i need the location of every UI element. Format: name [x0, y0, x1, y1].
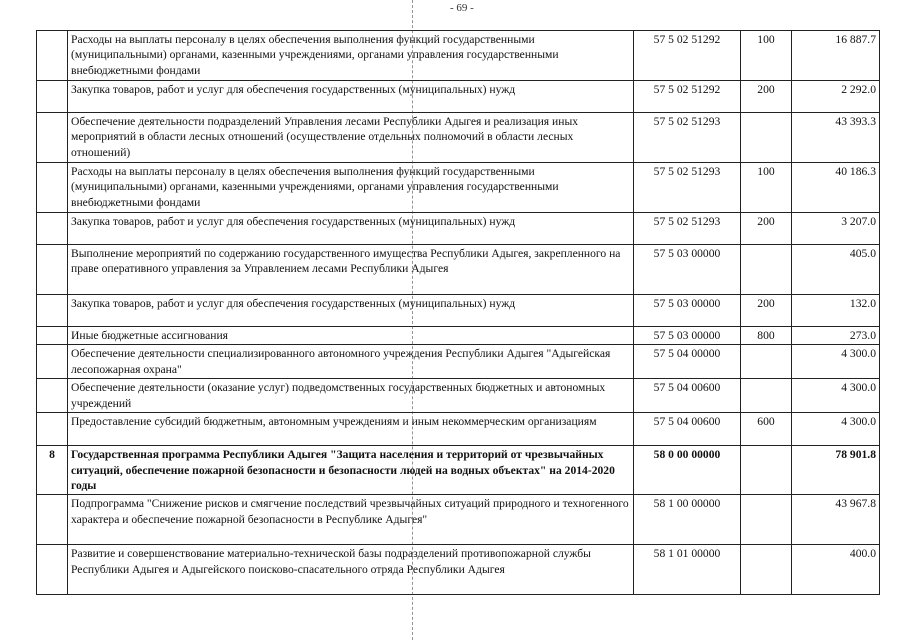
row-number-cell — [37, 545, 68, 595]
row-expense-type-cell: 600 — [741, 413, 792, 446]
row-name-cell: Расходы на выплаты персоналу в целях обеспечения выполнения функций государственными (муниципальными) органами, казенными учреждениями, органами управления государственными внебюджетными фондами — [68, 163, 634, 213]
row-amount-cell: 4 300.0 — [792, 379, 880, 413]
table-row — [37, 495, 880, 545]
row-number-cell — [37, 81, 68, 113]
row-amount-cell: 16 887.7 — [792, 31, 880, 81]
row-name-cell: Обеспечение деятельности специализированного автономного учреждения Республики Адыгея "Адыгейская лесопожарная охрана" — [68, 345, 634, 379]
row-number-cell — [37, 495, 68, 545]
table-row — [37, 446, 880, 495]
row-name-cell: Выполнение мероприятий по содержанию государственного имущества Республики Адыгея, закрепленного на праве оперативного управления за Управлением лесами Республики Адыгея — [68, 245, 634, 295]
table-row — [37, 295, 880, 327]
row-code-cell: 57 5 04 00600 — [634, 379, 741, 413]
row-expense-type-cell: 200 — [741, 213, 792, 245]
row-name-cell: Расходы на выплаты персоналу в целях обеспечения выполнения функций государственными (муниципальными) органами, казенными учреждениями, органами управления государственными внебюджетными фондами — [68, 31, 634, 81]
page-number: - 69 - — [450, 2, 474, 14]
row-expense-type-cell — [741, 446, 792, 495]
row-name-cell: Подпрограмма "Снижение рисков и смягчение последствий чрезвычайных ситуаций природного и техногенного характера и обеспечение пожарной безопасности в Республике Адыгея" — [68, 495, 634, 545]
row-amount-cell: 78 901.8 — [792, 446, 880, 495]
row-expense-type-cell: 100 — [741, 31, 792, 81]
row-code-cell: 58 0 00 00000 — [634, 446, 741, 495]
row-name-cell: Иные бюджетные ассигнования — [68, 327, 634, 345]
row-number-cell — [37, 379, 68, 413]
row-expense-type-cell — [741, 545, 792, 595]
row-expense-type-cell: 200 — [741, 81, 792, 113]
budget-table-body — [37, 31, 880, 595]
row-code-cell: 57 5 02 51292 — [634, 81, 741, 113]
row-number-cell — [37, 345, 68, 379]
row-number-cell — [37, 245, 68, 295]
table-row — [37, 545, 880, 595]
row-amount-cell: 400.0 — [792, 545, 880, 595]
row-number-cell — [37, 213, 68, 245]
row-code-cell: 57 5 02 51292 — [634, 31, 741, 81]
row-name-cell: Обеспечение деятельности подразделений Управления лесами Республики Адыгея и реализация иных мероприятий в области лесных отношений (осуществление отдельных полномочий в области лесных отношений) — [68, 113, 634, 163]
table-row — [37, 245, 880, 295]
row-number-cell — [37, 113, 68, 163]
row-code-cell: 57 5 02 51293 — [634, 163, 741, 213]
row-amount-cell: 43 967.8 — [792, 495, 880, 545]
table-row — [37, 327, 880, 345]
row-name-cell: Закупка товаров, работ и услуг для обеспечения государственных (муниципальных) нужд — [68, 213, 634, 245]
row-name-cell: Закупка товаров, работ и услуг для обеспечения государственных (муниципальных) нужд — [68, 81, 634, 113]
row-number-cell — [37, 295, 68, 327]
row-code-cell: 57 5 02 51293 — [634, 113, 741, 163]
table-row — [37, 413, 880, 446]
row-code-cell: 58 1 00 00000 — [634, 495, 741, 545]
row-code-cell: 57 5 03 00000 — [634, 245, 741, 295]
table-row — [37, 345, 880, 379]
row-name-cell: Закупка товаров, работ и услуг для обеспечения государственных (муниципальных) нужд — [68, 295, 634, 327]
row-expense-type-cell — [741, 345, 792, 379]
row-code-cell: 57 5 04 00000 — [634, 345, 741, 379]
row-code-cell: 57 5 02 51293 — [634, 213, 741, 245]
row-amount-cell: 405.0 — [792, 245, 880, 295]
row-number-cell — [37, 163, 68, 213]
row-amount-cell: 43 393.3 — [792, 113, 880, 163]
table-row — [37, 31, 880, 81]
row-amount-cell: 3 207.0 — [792, 213, 880, 245]
row-code-cell: 57 5 04 00600 — [634, 413, 741, 446]
fold-line — [412, 0, 413, 640]
row-number-cell — [37, 327, 68, 345]
row-name-cell: Предоставление субсидий бюджетным, автономным учреждениям и иным некоммерческим организациям — [68, 413, 634, 446]
row-code-cell: 57 5 03 00000 — [634, 327, 741, 345]
row-number-cell — [37, 31, 68, 81]
row-name-cell: Государственная программа Республики Адыгея "Защита населения и территорий от чрезвычайных ситуаций, обеспечение пожарной безопасности и безопасности людей на водных объектах" на 2014-2020 годы — [68, 446, 634, 495]
row-expense-type-cell — [741, 495, 792, 545]
row-expense-type-cell: 200 — [741, 295, 792, 327]
table-row — [37, 81, 880, 113]
row-code-cell: 57 5 03 00000 — [634, 295, 741, 327]
row-amount-cell: 4 300.0 — [792, 413, 880, 446]
row-expense-type-cell: 800 — [741, 327, 792, 345]
row-expense-type-cell — [741, 113, 792, 163]
row-expense-type-cell — [741, 245, 792, 295]
row-number-cell: 8 — [37, 446, 68, 495]
table-row — [37, 213, 880, 245]
table-row — [37, 379, 880, 413]
row-amount-cell: 273.0 — [792, 327, 880, 345]
row-name-cell: Развитие и совершенствование материально-технической базы подразделений противопожарной службы Республики Адыгея и Адыгейского поисково-спасательного отряда Республики Адыгея — [68, 545, 634, 595]
row-amount-cell: 132.0 — [792, 295, 880, 327]
budget-table — [36, 30, 880, 595]
row-expense-type-cell: 100 — [741, 163, 792, 213]
row-expense-type-cell — [741, 379, 792, 413]
row-code-cell: 58 1 01 00000 — [634, 545, 741, 595]
row-name-cell: Обеспечение деятельности (оказание услуг) подведомственных государственных бюджетных и автономных учреждений — [68, 379, 634, 413]
row-amount-cell: 2 292.0 — [792, 81, 880, 113]
row-amount-cell: 4 300.0 — [792, 345, 880, 379]
row-number-cell — [37, 413, 68, 446]
table-row — [37, 113, 880, 163]
table-row — [37, 163, 880, 213]
row-amount-cell: 40 186.3 — [792, 163, 880, 213]
